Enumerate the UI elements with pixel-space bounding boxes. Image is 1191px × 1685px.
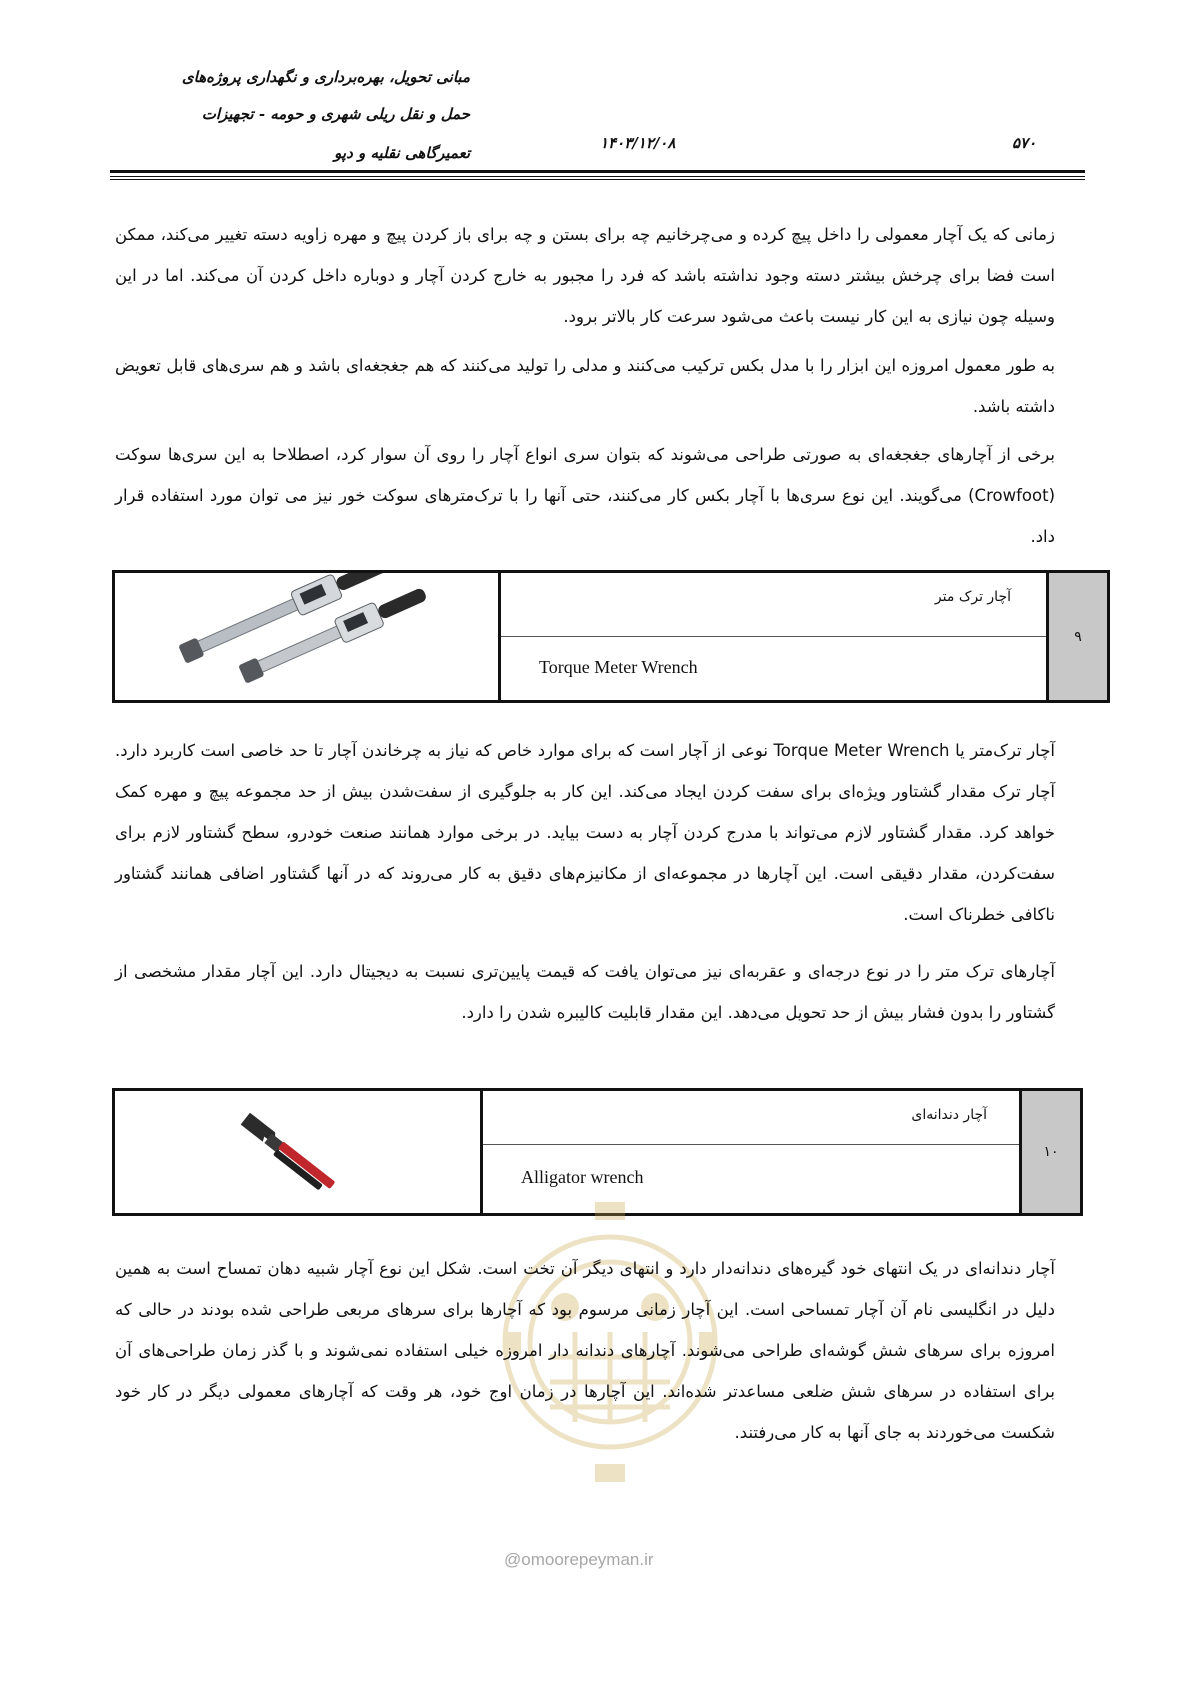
paragraph-torque-types: آچارهای ترک متر را در نوع درجه‌ای و عقربه‌ای نیز می‌توان یافت که قیمت پایین‌تری نسبت به دیجیتال دارد. این آچار مقدار مشخصی از گشتاور را بدون فشار بیش از حد تحویل می‌دهد. این مقدار قابلیت کالیبره شدن را دارد. bbox=[115, 962, 1055, 1022]
alligator-wrench-image bbox=[115, 1091, 480, 1213]
tool-name-persian: آچار ترک متر bbox=[501, 573, 1049, 637]
tool-name-english: Alligator wrench bbox=[521, 1167, 644, 1187]
paragraph-ratchet-socket: به طور معمول امروزه این ابزار را با مدل بکس ترکیب می‌کنند و مدلی را تولید می‌کنند که هم جغجغه‌ای باشد و هم سری‌های قابل تعویض داشته باشد. bbox=[115, 356, 1055, 416]
tool-image-cell bbox=[115, 573, 501, 700]
torque-meter-wrench-image bbox=[115, 573, 498, 700]
tool-number: ۱۰ bbox=[1019, 1091, 1080, 1213]
header-title-line-3: تعمیرگاهی نقلیه و دپو bbox=[334, 144, 470, 162]
header-title-line-2: حمل و نقل ریلی شهری و حومه - تجهیزات bbox=[201, 105, 470, 123]
paragraph-torque-wrench: آچار ترک‌متر یا Torque Meter Wrench نوعی از آچار است که برای موارد خاص که نیاز به چرخاندن آچار تا حد خاصی است کاربرد دارد. آچار ترک مقدار گشتاور ویژه‌ای برای سفت کردن ایجاد می‌کند. این کار به جلوگیری از سفت‌شدن بیش از حد مجموعه پیچ و مهره کمک خواهد کرد. مقدار گشتاور لازم می‌تواند با مدرج کردن آچار به دست بیاید. در برخی موارد همانند صنعت خودرو، سطح گشتاور لازم برای سفت‌کردن، مقدار دقیقی است. این آچارها در مجموعه‌ای از مکانیزم‌های دقیق به کار می‌روند که در آنها گشتاور اضافی همانند گشتاور ناکافی خطرناک است. bbox=[115, 741, 1055, 924]
paragraph-ratchet-speed: زمانی که یک آچار معمولی را داخل پیچ کرده و می‌چرخانیم چه برای بستن و چه برای باز کردن پیچ و مهره زاویه دسته تغییر می‌کند، ممکن است فضا برای چرخش بیشتر دسته وجود نداشته باشد که فرد را مجبور به خارج کردن آچار و دوباره داخل کردن آن می‌کند. اما در این وسیله چون نیازی به این کار نیست باعث می‌شود سرعت کار بالاتر برود. bbox=[115, 225, 1055, 326]
tool-image-cell bbox=[115, 1091, 483, 1213]
header-rule-thick bbox=[110, 170, 1085, 173]
header-date: ۱۴۰۳/۱۲/۰۸ bbox=[600, 134, 676, 152]
tool-table-torque-wrench bbox=[112, 570, 1110, 703]
watermark-url: @omoorepeyman.ir bbox=[504, 1550, 654, 1569]
tool-name-persian: آچار دندانه‌ای bbox=[483, 1091, 1022, 1145]
header-title-line-1: مبانی تحویل، بهره‌برداری و نگهداری پروژه‌های bbox=[181, 68, 470, 86]
header-rule-thin bbox=[110, 176, 1085, 177]
tool-names-cell bbox=[501, 573, 1049, 700]
page-number: ۵۷۰ bbox=[1012, 134, 1037, 152]
tool-name-english: Torque Meter Wrench bbox=[539, 657, 698, 677]
tool-number: ۹ bbox=[1046, 573, 1107, 700]
paragraph-crowfoot: برخی از آچارهای جغجغه‌ای به صورتی طراحی می‌شوند که بتوان سری انواع آچار را روی آن سوار کرد، اصطلاحا به این سری‌ها سوکت (Crowfoot) می‌گویند. این نوع سری‌ها با آچار بکس کار می‌کنند، حتی آنها را با ترک‌مترهای سوکت خور نیز می توان مورد استفاده قرار داد. bbox=[115, 445, 1055, 546]
header-rule-thin-2 bbox=[110, 179, 1085, 180]
paragraph-alligator-wrench: آچار دندانه‌ای در یک انتهای خود گیره‌های دندانه‌دار دارد و انتهای دیگر آن تخت است. شکل این نوع آچار شبیه دهان تمساح است به همین دلیل در انگلیسی نام آن آچار تمساحی است. این آچار زمانی مرسوم بود که آچارها برای سرهای مربعی طراحی شده بودند در حالی که امروزه برای سرهای شش گوشه‌ای طراحی می‌شوند. آچارهای دندانه دار امروزه خیلی استفاده نمی‌شوند و با گذر زمان طراحی‌های آن برای استفاده در سرهای شش ضلعی مساعدتر شده‌اند. این آچارها در زمان اوج خود، هر وقت که آچارهای معمولی دیگر در کار خود شکست می‌خوردند به جای آنها به کار می‌رفتند. bbox=[115, 1259, 1055, 1442]
